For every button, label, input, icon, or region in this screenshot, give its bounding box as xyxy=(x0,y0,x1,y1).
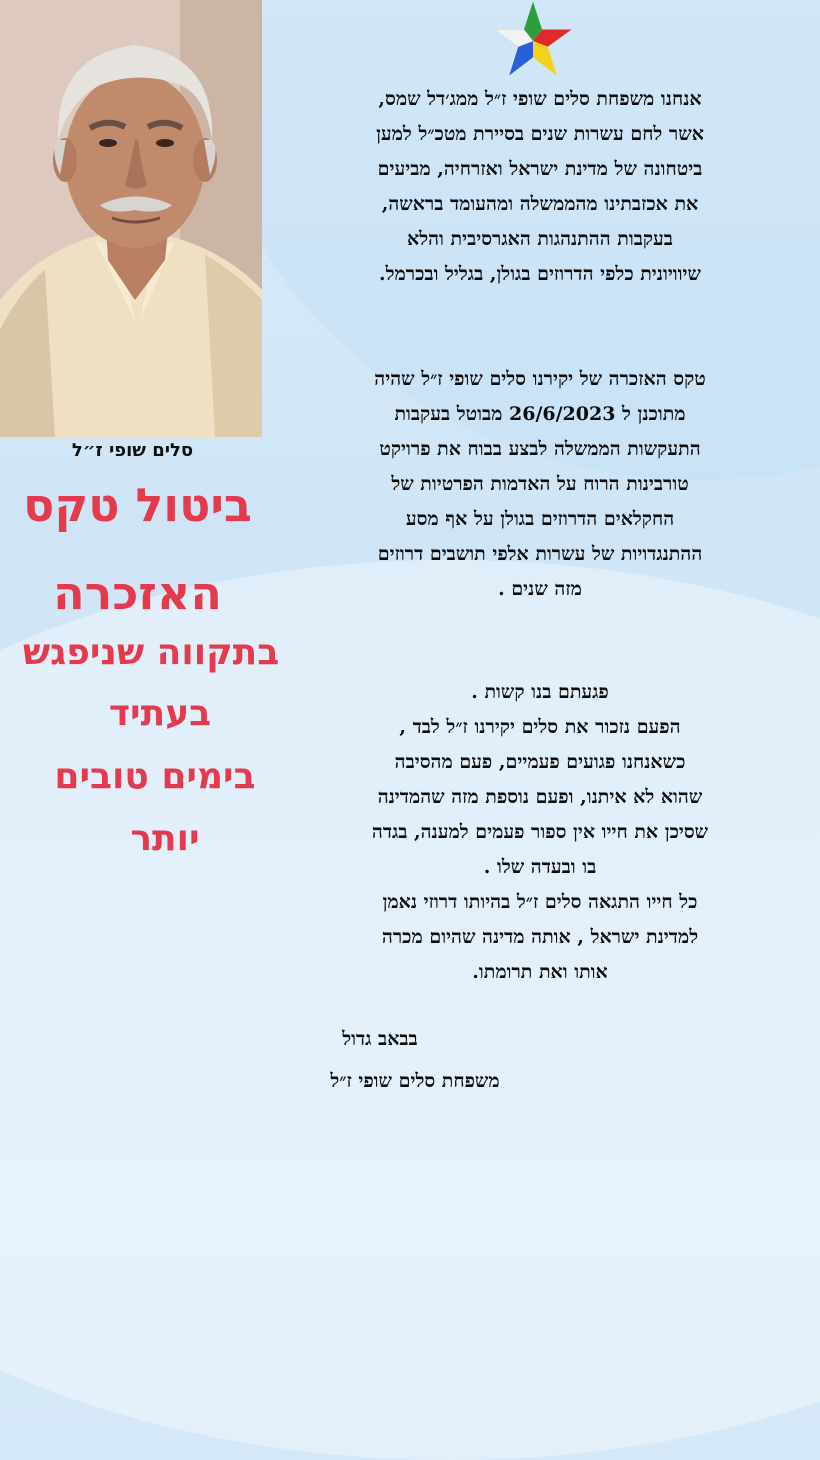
photo-caption: סלים שופי ז״ל xyxy=(71,440,194,461)
text-line: בעקבות ההתנהגות האגרסיבית והלא xyxy=(407,228,673,250)
text-line: התעקשות הממשלה לבצע בבוח את פרויקט xyxy=(379,438,701,460)
signature-greeting: בבאב גדול xyxy=(342,1028,418,1050)
text-line: ביטחונה של מדינת ישראל ואזרחיה, מביעים xyxy=(377,158,703,180)
text-line: שסיכן את חייו אין ספור פעמים למענה, בגדה xyxy=(371,821,709,843)
headline-line-5: בימים טובים xyxy=(54,756,256,797)
text-line: הפעם נזכור את סלים יקירנו ז״ל לבד , xyxy=(399,716,681,738)
text-line: מתוכנן ל 26/6/2023 מבוטל בעקבות xyxy=(394,403,686,425)
text-line: אשר לחם עשרות שנים בסיירת מטכ״ל למען xyxy=(376,123,704,145)
paragraph-cancellation xyxy=(270,362,810,607)
text-line: אנחנו משפחת סלים שופי ז״ל ממג׳דל שמס, xyxy=(378,88,702,110)
druze-five-color-star-icon xyxy=(492,0,574,82)
paragraph-remembrance xyxy=(270,675,810,990)
text-line: אותו ואת תרומתו. xyxy=(472,961,608,983)
text-line: טורבינות הרוח על האדמות הפרטיות של xyxy=(391,473,689,495)
text-line: כשאנחנו פגועים פעמיים, פעם מהסיבה xyxy=(394,751,686,773)
text-line: כל חייו התגאה סלים ז״ל בהיותו דרוזי נאמן xyxy=(382,891,698,913)
text-line: טקס האזכרה של יקירנו סלים שופי ז״ל שהיה xyxy=(374,368,706,390)
headline-line-6: יותר xyxy=(130,818,200,859)
signature-family: משפחת סלים שופי ז״ל xyxy=(330,1070,500,1092)
headline-line-2: האזכרה xyxy=(53,566,222,620)
text-line: את אכזבתינו מהממשלה ומהעומד בראשה, xyxy=(381,193,699,215)
text-line: שיוויונית כלפי הדרוזים בגולן, בגליל ובכרמל. xyxy=(379,263,701,285)
text-line: החקלאים הדרוזים בגולן על אף מסע xyxy=(405,508,675,530)
text-line: בו ובעדה שלו . xyxy=(483,856,597,878)
text-line: ההתנגדויות של עשרות אלפי תושבים דרוזים xyxy=(377,543,703,565)
headline-line-4: בעתיד xyxy=(108,693,212,734)
headline-line-1: ביטול טקס xyxy=(23,478,252,532)
headline-line-3: בתקווה שניפגש xyxy=(22,632,280,673)
text-line: שהוא לא איתנו, ופעם נוספת מזה שהמדינה xyxy=(377,786,703,808)
paragraph-statement xyxy=(270,82,810,292)
text-line: פגעתם בנו קשות . xyxy=(471,681,609,703)
portrait-photo xyxy=(0,0,262,437)
text-line: מזה שנים . xyxy=(498,578,582,600)
text-line: למדינת ישראל , אותה מדינה שהיום מכרה xyxy=(381,926,699,948)
